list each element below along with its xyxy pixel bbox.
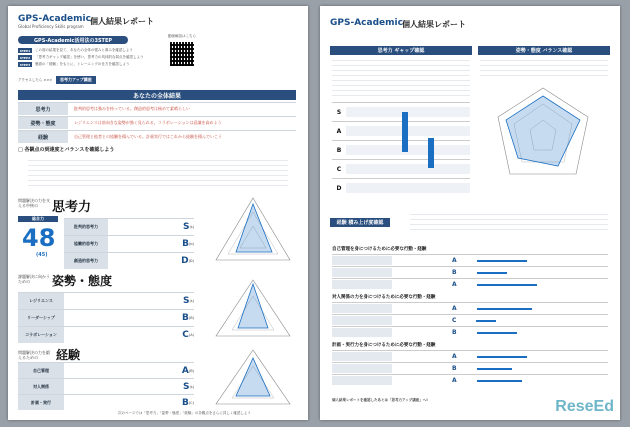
gap-title: 思考力 ギャップ確認 xyxy=(330,46,472,55)
brand-logo: GPS-Academic xyxy=(330,18,403,28)
table-row: B xyxy=(332,266,608,278)
table-row: B xyxy=(332,362,608,374)
explanation-text xyxy=(28,156,288,190)
table-row: リーダーシップ B (B) xyxy=(18,309,194,326)
left-page xyxy=(8,6,308,420)
brand-logo: GPS-Academic Global Proficiency Skills program xyxy=(18,14,91,29)
table-row: 創造的思考力 D (D) xyxy=(64,252,194,269)
step-item: STEP3 裏面の「経験」をもとに、トレーニングの仕方を確認しよう xyxy=(19,62,130,67)
gap-level-row: C xyxy=(332,159,470,178)
table-row: A xyxy=(332,350,608,362)
thinking-radar-chart xyxy=(208,190,298,270)
table-row: A xyxy=(332,302,608,314)
growth-table xyxy=(332,254,608,290)
attitude-intro: 課題解決に向かうための xyxy=(18,274,50,284)
table-row: 自己管理 A (B) xyxy=(18,362,194,378)
growth-description xyxy=(410,214,608,234)
growth-table xyxy=(332,302,608,338)
table-row: 経験 自己管理と他者との協働を積んでいる。計画実行ではこれから経験を積んでいこう xyxy=(18,130,296,143)
balance-description xyxy=(480,60,608,80)
table-row: A xyxy=(332,374,608,386)
footer-note: 次のページでは「思考力」「姿勢・態度」「経験」の各観点をさらに詳しく確認しよう xyxy=(118,411,251,415)
growth-section-title: 対人関係の力を身につけるために必要な行動・経験 xyxy=(332,295,436,300)
footer-note: 個人結果レポートを確認したあとは「思考力アップ講座」へ! xyxy=(332,398,428,402)
watermark-logo: ReseEd xyxy=(555,398,614,415)
table-row: 対人関係 S (s) xyxy=(18,378,194,394)
gap-marker xyxy=(428,138,434,168)
balance-title: 姿勢・態度 バランス確認 xyxy=(478,46,610,55)
step-header: GPS-Academic活用法の3STEP xyxy=(18,36,128,44)
table-row: C xyxy=(332,314,608,326)
total-score: 48 xyxy=(22,224,56,252)
gap-description xyxy=(332,60,470,100)
step-item: STEP2 「思考力ギャップ確認」を使い、思考力の具体的な弱点を確認しよう xyxy=(19,55,144,60)
course-link[interactable]: 思考力アップ講座 xyxy=(56,76,96,84)
experience-heading: 経験 xyxy=(56,348,81,362)
qr-label: 動画解説はこちら xyxy=(168,34,196,38)
growth-title: 経験 積み上げ度確認 xyxy=(330,218,390,227)
right-page xyxy=(320,6,620,420)
access-label: アクセスしたら >>> xyxy=(18,78,53,82)
thinking-intro: 問題解決の力を支える中核の xyxy=(18,198,50,208)
table-row: A xyxy=(332,254,608,266)
growth-section-title: 計画・実行力を身につけるために必要な行動・経験 xyxy=(332,343,436,348)
attitude-heading: 姿勢・態度 xyxy=(52,274,113,288)
gap-matrix xyxy=(332,102,470,194)
step-item: STEP1 この面の結果を見て、あなたの全体の強みと弱みを確認しよう xyxy=(19,48,133,53)
attitude-table xyxy=(18,292,194,343)
table-row: 思考力 批判的思考は強みを持っている。創造的思考は極めて素晴らしい xyxy=(18,102,296,115)
overall-title: あなたの全体結果 xyxy=(18,90,296,100)
thinking-heading: 思考力 xyxy=(52,200,92,215)
attitude-radar-chart xyxy=(208,274,298,344)
score-label: 総合力 xyxy=(18,216,58,222)
experience-table xyxy=(18,362,194,410)
step-list xyxy=(18,48,178,67)
gap-marker xyxy=(402,112,408,152)
gap-level-row: S xyxy=(332,102,470,121)
table-row: コラボレーション C (A) xyxy=(18,326,194,343)
gap-level-row: B xyxy=(332,140,470,159)
experience-intro: 問題解決の力を鍛えるための xyxy=(18,350,50,360)
thinking-table xyxy=(64,218,194,269)
balance-radar-chart xyxy=(488,82,598,192)
table-row: B xyxy=(332,326,608,338)
table-row: A xyxy=(332,278,608,290)
balance-heading: □ 各観点の到達度とバランスを確認しよう xyxy=(18,147,115,153)
table-row: 計画・実行 B (C) xyxy=(18,394,194,410)
table-row: 批判的思考力 S (s) xyxy=(64,218,194,235)
report-title: 個人結果レポート xyxy=(90,17,154,26)
growth-section-title: 自己管理を身につけるために必要な行動・経験 xyxy=(332,247,427,252)
table-row: レジリエンス S (s) xyxy=(18,292,194,309)
growth-table xyxy=(332,350,608,386)
total-score-max: (45) xyxy=(36,252,48,258)
table-row: 協働的思考力 B (b) xyxy=(64,235,194,252)
gap-level-row: D xyxy=(332,178,470,197)
report-title: 個人結果レポート xyxy=(402,20,466,29)
experience-radar-chart xyxy=(208,346,298,410)
gap-level-row: A xyxy=(332,121,470,140)
table-row: 姿勢・態度 レジリエンスは前向きな姿勢が強く見られる。コラボレーションは意識を高めよう xyxy=(18,116,296,129)
qr-code[interactable] xyxy=(170,42,194,66)
